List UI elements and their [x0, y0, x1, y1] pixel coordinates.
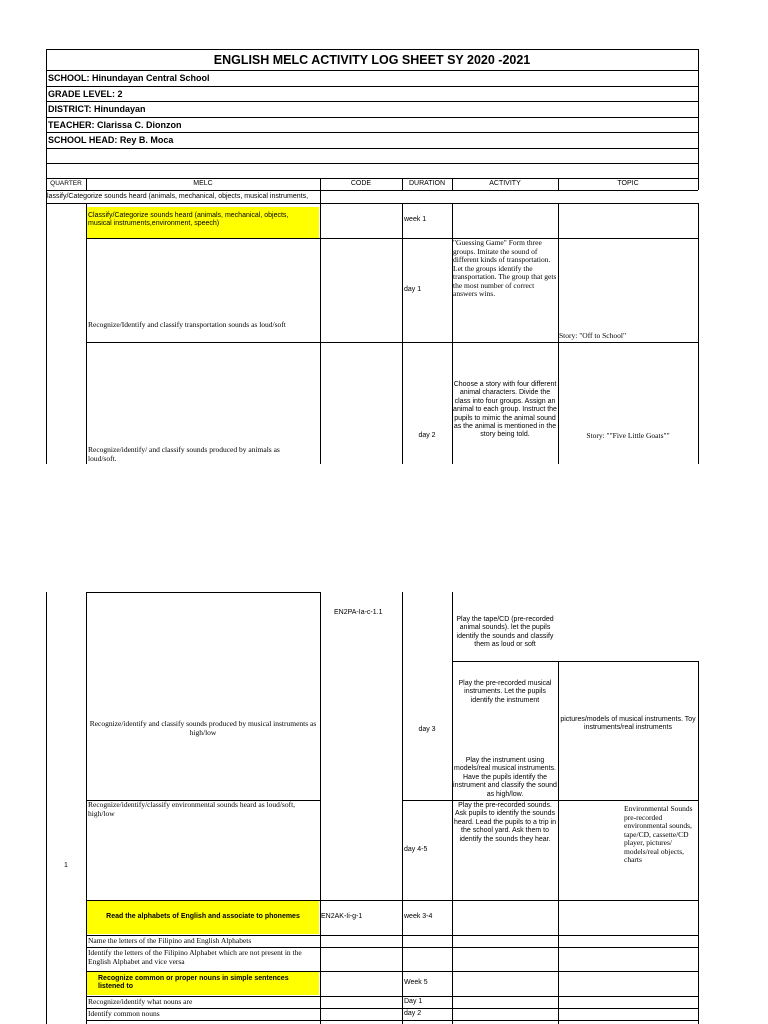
activity-story-animals: Choose a story with four different animal characters. Divide the class into four groups. Assign an animal to each group. Instruct the pupils to mimic the animal sound as the animal is mentioned in the story being told. [453, 381, 557, 439]
school-line: SCHOOL: Hinundayan Central School [48, 73, 210, 83]
duration-day2: day 2 [418, 432, 436, 439]
activity-guessing-game: "Guessing Game" Form three groups. Imitate the sound of different kinds of transportation. Let the groups identify the transportation. The group that gets the most number of correct answers wins. [453, 238, 557, 298]
melc-classify-sounds: Classify/Categorize sounds heard (animals, mechanical, objects, musical instruments,environment, speech) [88, 212, 289, 228]
duration-day1: day 1 [404, 286, 422, 293]
topic-instruments: pictures/models of musical instruments. Toy instruments/real instruments [560, 716, 696, 732]
melc-transportation-sounds: Recognize/Identify and classify transportation sounds as loud/soft [88, 320, 286, 329]
duration-day2-nouns: day 2 [404, 1010, 422, 1017]
page-title: ENGLISH MELC ACTIVITY LOG SHEET SY 2020 -2021 [213, 53, 531, 67]
header-quarter: QUARTER [50, 180, 82, 187]
melc-what-nouns-are: Recognize/identify what nouns are [88, 997, 193, 1006]
topic-environmental: Environmental Sounds pre-recorded environmental sounds, tape/CD, cassette/CD player, pictures/ models/real objects, charts [624, 804, 693, 864]
header-melc: MELC [193, 180, 213, 187]
header-topic: TOPIC [617, 180, 639, 187]
category-row: lassify/Categorize sounds heard (animals, mechanical, objects, musical instruments, [47, 193, 309, 200]
header-code: CODE [350, 180, 372, 187]
activity-prerecorded-sounds: Play the pre-recorded sounds. Ask pupils to identify the sounds heard. Lead the pupils to a trip in the school yard. Ask them to identify the sounds they hear. [454, 802, 556, 843]
melc-environmental-sounds: Recognize/identify/classify environmental sounds heard as loud/soft, high/low [88, 800, 296, 818]
melc-musical-instruments: Recognize/identify and classify sounds produced by musical instruments as high/low [89, 719, 317, 737]
duration-week3-4: week 3-4 [404, 913, 433, 920]
activity-play-prerecorded-instruments: Play the pre-recorded musical instruments. Let the pupils identify the instrument [458, 680, 552, 704]
school-head-line: SCHOOL HEAD: Rey B. Moca [48, 135, 174, 145]
duration-week1: week 1 [404, 216, 427, 223]
grade-level-line: GRADE LEVEL: 2 [48, 89, 123, 99]
duration-day1-nouns: Day 1 [404, 998, 423, 1005]
district-line: DISTRICT: Hinundayan [48, 104, 146, 114]
duration-day4-5: day 4-5 [404, 846, 428, 853]
activity-play-tape: Play the tape/CD (pre-recorded animal sounds). let the pupils identify the sounds and classify them as loud or soft [456, 616, 554, 649]
code-en2ak: EN2AK-Ii-g-1 [321, 913, 363, 920]
melc-read-alphabets: Read the alphabets of English and associate to phonemes [106, 913, 300, 920]
duration-week5: Week 5 [404, 979, 428, 986]
melc-common-nouns: Identify common nouns [88, 1009, 160, 1018]
melc-recognize-nouns: Recognize common or proper nouns in simple sentences listened to [98, 975, 289, 991]
header-duration: DURATION [408, 180, 446, 187]
quarter-number: 1 [64, 862, 68, 869]
code-en2pa: EN2PA-Ia-c-1.1 [334, 609, 383, 616]
melc-name-letters: Name the letters of the Filipino and English Alphabets [88, 936, 252, 945]
header-activity: ACTIVITY [489, 180, 521, 187]
duration-day3: day 3 [418, 726, 436, 733]
melc-identify-letters: Identify the letters of the Filipino Alphabet which are not present in the English Alphabet and vice versa [88, 948, 302, 966]
topic-off-to-school: Story: "Off to School" [559, 331, 627, 340]
melc-animal-sounds: Recognize/identify/ and classify sounds produced by animals as loud/soft. [88, 445, 280, 463]
topic-five-little-goats: Story: ""Five Little Goats"" [586, 431, 670, 440]
teacher-line: TEACHER: Clarissa C. Dionzon [48, 120, 182, 130]
activity-play-instrument-models: Play the instrument using models/real musical instruments. Have the pupils identify the instrument and classify the sound as high/low. [453, 757, 557, 798]
